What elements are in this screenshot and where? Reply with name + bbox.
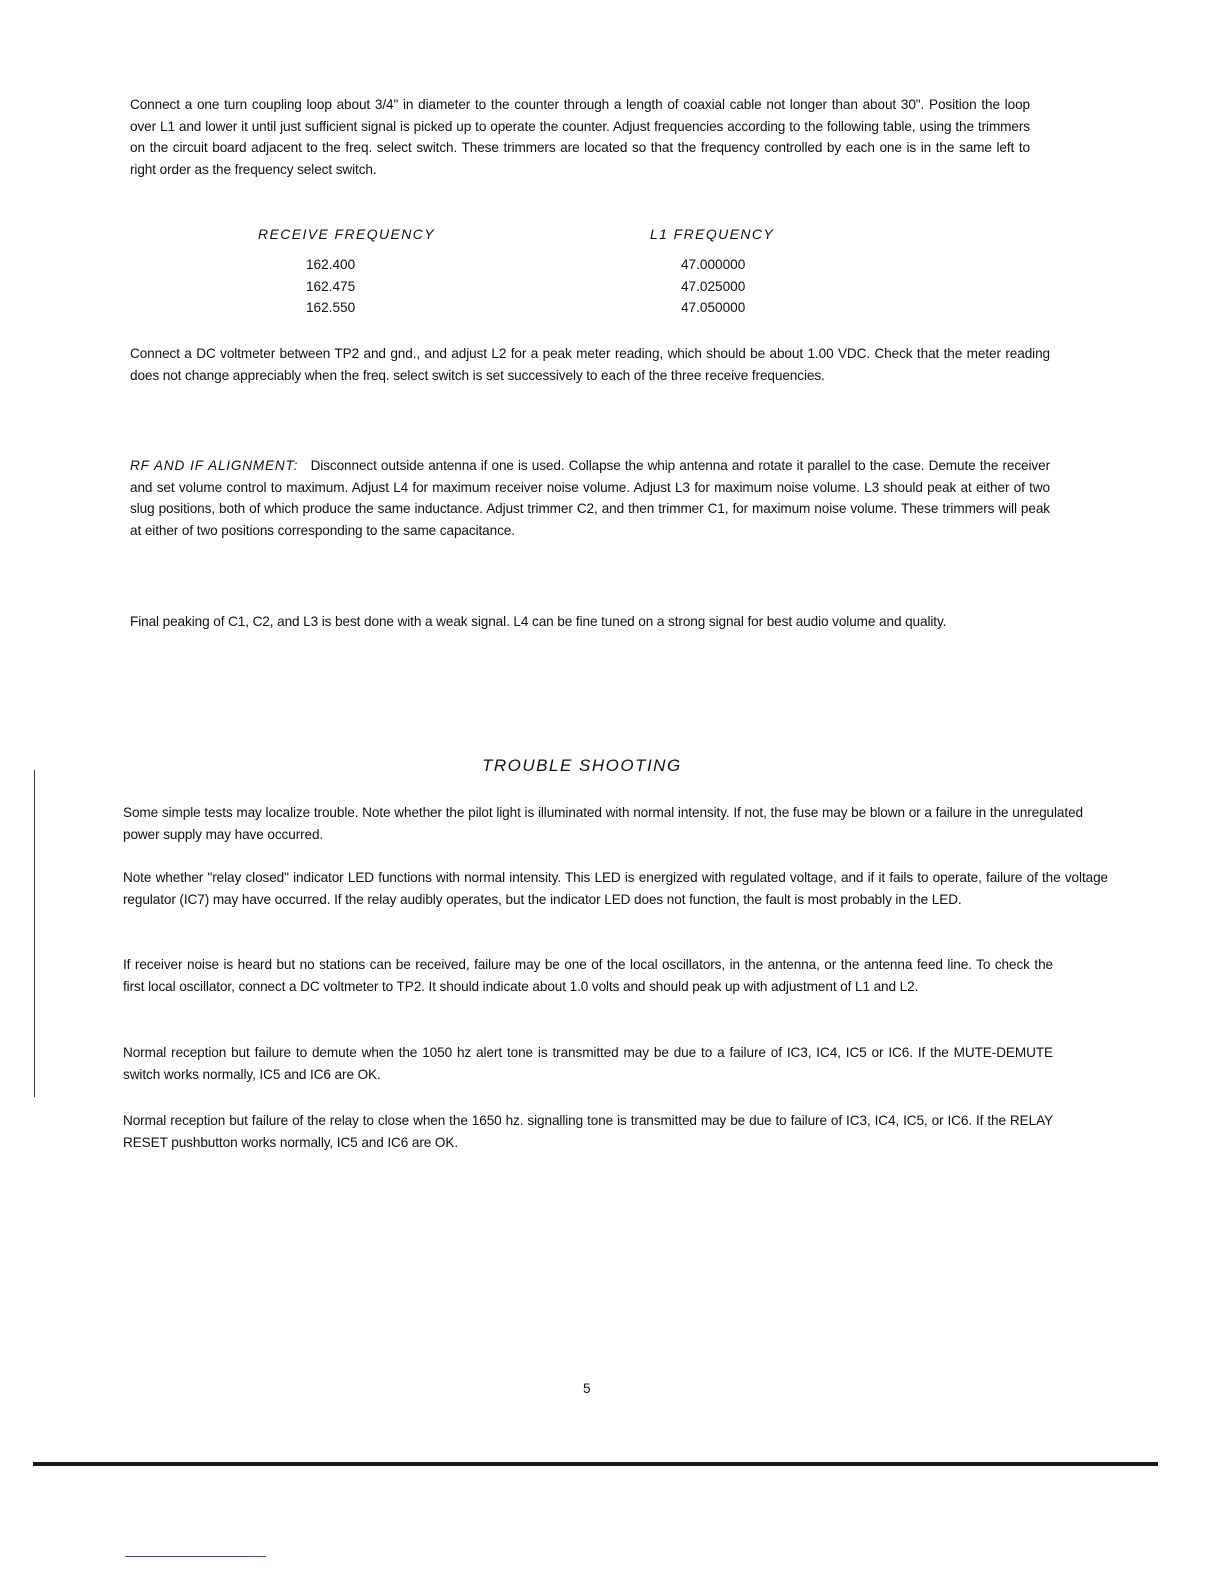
trouble-paragraph-local-oscillator: If receiver noise is heard but no stations can be received, failure may be one of the local oscillators, in the antenna, or the antenna feed line. To check the first local oscillator, connect a DC voltmeter to TP2. It should indicate about 1.0 volts and should peak up with adjustment of L1 and L2.	[123, 957, 1053, 994]
l1-frequency-list	[681, 254, 745, 319]
page-number: 5	[583, 1381, 591, 1396]
final-peaking-paragraph: Final peaking of C1, C2, and L3 is best done with a weak signal. L4 can be fine tuned on a strong signal for best audio volume and quality.	[130, 614, 947, 629]
receive-frequency-value: 162.475	[306, 278, 356, 294]
footnote-rule	[125, 1556, 266, 1557]
rf-if-alignment-paragraph	[130, 455, 1050, 541]
intro-paragraph: Connect a one turn coupling loop about 3/4" in diameter to the counter through a length of coaxial cable not longer than about 30". Position the loop over L1 and lower it until just sufficient signal is picked up to operate the counter. Adjust frequencies according to the following table, using the trimmers on the circuit board adjacent to the freq. select switch. These trimmers are located so that the frequency controlled by each one is in the same left to right order as the frequency select switch.	[130, 97, 1030, 177]
l1-frequency-header: L1 FREQUENCY	[650, 226, 775, 242]
receive-frequency-value: 162.550	[306, 300, 356, 315]
trouble-paragraph-relay-close: Normal reception but failure of the relay to close when the 1650 hz. signalling tone is transmitted may be due to failure of IC3, IC4, IC5, or IC6. If the RELAY RESET pushbutton works normally, IC5 and IC6 are OK.	[123, 1113, 1053, 1150]
trouble-paragraph-demute: Normal reception but failure to demute when the 1050 hz alert tone is transmitted may be due to a failure of IC3, IC4, IC5 or IC6. If the MUTE-DEMUTE switch works normally, IC5 and IC6 are OK.	[123, 1045, 1053, 1082]
rf-if-alignment-heading: RF AND IF ALIGNMENT:	[130, 458, 299, 473]
receive-frequency-list	[306, 254, 355, 319]
rf-if-alignment-body: Disconnect outside antenna if one is used. Collapse the whip antenna and rotate it parallel to the case. Demute the receiver and set volume control to maximum. Adjust L4 for maximum receiver noise volume. Adjust L3 for maximum noise volume. L3 should peak at either of two slug positions, both of which produce the same inductance. Adjust trimmer C2, and then trimmer C1, for maximum noise volume. These trimmers will peak at either of two positions corresponding to the same capacitance.	[130, 458, 1051, 538]
l1-frequency-value: 47.050000	[681, 300, 746, 315]
voltmeter-paragraph: Connect a DC voltmeter between TP2 and gnd., and adjust L2 for a peak meter reading, which should be about 1.00 VDC. Check that the meter reading does not change appreciably when the freq. select switch is set successively to each of the three receive frequencies.	[130, 346, 1050, 383]
l1-frequency-value: 47.000000	[681, 257, 746, 272]
l1-frequency-value: 47.025000	[681, 278, 746, 294]
change-bar	[34, 770, 35, 1097]
trouble-paragraph-pilot-light: Some simple tests may localize trouble. Note whether the pilot light is illuminated with normal intensity. If not, the fuse may be blown or a failure in the unregulated power supply may have occurred.	[123, 805, 1083, 842]
receive-frequency-value: 162.400	[306, 257, 356, 272]
trouble-shooting-title: TROUBLE SHOOTING	[482, 756, 682, 775]
receive-frequency-header: RECEIVE FREQUENCY	[258, 226, 436, 242]
trouble-paragraph-relay-led: Note whether "relay closed" indicator LED functions with normal intensity. This LED is energized with regulated voltage, and if it fails to operate, failure of the voltage regulator (IC7) may have occurred. If the relay audibly operates, but the indicator LED does not function, the fault is most probably in the LED.	[123, 870, 1108, 907]
bottom-rule	[33, 1462, 1158, 1466]
